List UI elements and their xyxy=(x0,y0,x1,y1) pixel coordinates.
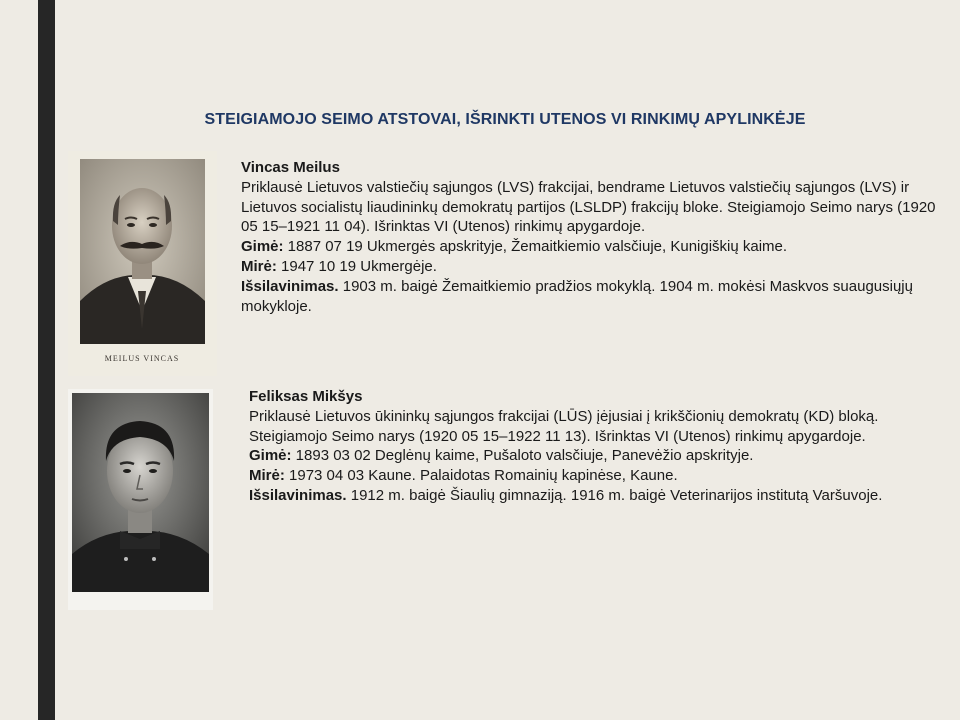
slide-title: STEIGIAMOJO SEIMO ATSTOVAI, IŠRINKTI UTENOS VI RINKIMŲ APYLINKĖJE xyxy=(204,111,806,128)
person-description: Priklausė Lietuvos valstiečių sąjungos (LVS) frakcijai, bendrame Lietuvos valstiečių sąjungos (LVS) ir Lietuvos socialistų liaudininkų demokratų partijos (LSLDP) frakcijų bloke. Steigiamojo Seimo narys (1920 05 15–1921 11 04). Išrinktas VI (Utenos) rinkimų apygardoje. xyxy=(241,178,936,236)
education-line xyxy=(241,277,953,317)
died-text: 1947 10 19 Ukmergėje. xyxy=(276,257,437,275)
education-label: Išsilavinimas. xyxy=(249,486,347,504)
died-line xyxy=(249,466,957,486)
born-text: 1893 03 02 Deglėnų kaime, Pušaloto valsčiuje, Panevėžio apskrityje. xyxy=(291,447,754,465)
education-text: 1912 m. baigė Šiaulių gimnaziją. 1916 m. baigė Veterinarijos institutą Varšuvoje. xyxy=(346,486,883,504)
education-text: 1903 m. baigė Žemaitkiemio pradžios mokyklą. 1904 m. mokėsi Maskvos suaugusiųjų mokykloje. xyxy=(241,277,913,315)
born-text: 1887 07 19 Ukmergės apskrityje, Žemaitkiemio valsčiuje, Kunigiškių kaime. xyxy=(283,238,788,256)
person-name: Vincas Meilus xyxy=(241,159,340,176)
portrait-caption: MEILUS VINCAS xyxy=(104,354,180,363)
person-description: Priklausė Lietuvos ūkininkų sąjungos frakcijai (LŪS) įėjusiai į krikščionių demokratų (KD) bloką. Steigiamojo Seimo narys (1920 05 15–1922 11 13). Išrinktas VI (Utenos) rinkimų apygardoje. xyxy=(249,407,879,445)
portrait-feliksas-miksys xyxy=(68,389,213,610)
died-line xyxy=(241,257,953,277)
died-label: Mirė: xyxy=(249,467,285,485)
born-line xyxy=(241,237,953,257)
portrait-vincas-meilus xyxy=(68,151,217,376)
bio-feliksas-miksys xyxy=(249,387,957,506)
bio-vincas-meilus xyxy=(241,158,953,316)
born-line xyxy=(249,446,957,466)
education-line xyxy=(249,486,957,506)
born-label: Gimė: xyxy=(241,238,284,256)
education-label: Išsilavinimas. xyxy=(241,277,339,295)
person-name: Feliksas Mikšys xyxy=(249,388,363,405)
died-text: 1973 04 03 Kaune. Palaidotas Romainių kapinėse, Kaune. xyxy=(284,467,678,485)
born-label: Gimė: xyxy=(249,447,292,465)
left-accent-bar xyxy=(38,0,55,720)
died-label: Mirė: xyxy=(241,257,277,275)
